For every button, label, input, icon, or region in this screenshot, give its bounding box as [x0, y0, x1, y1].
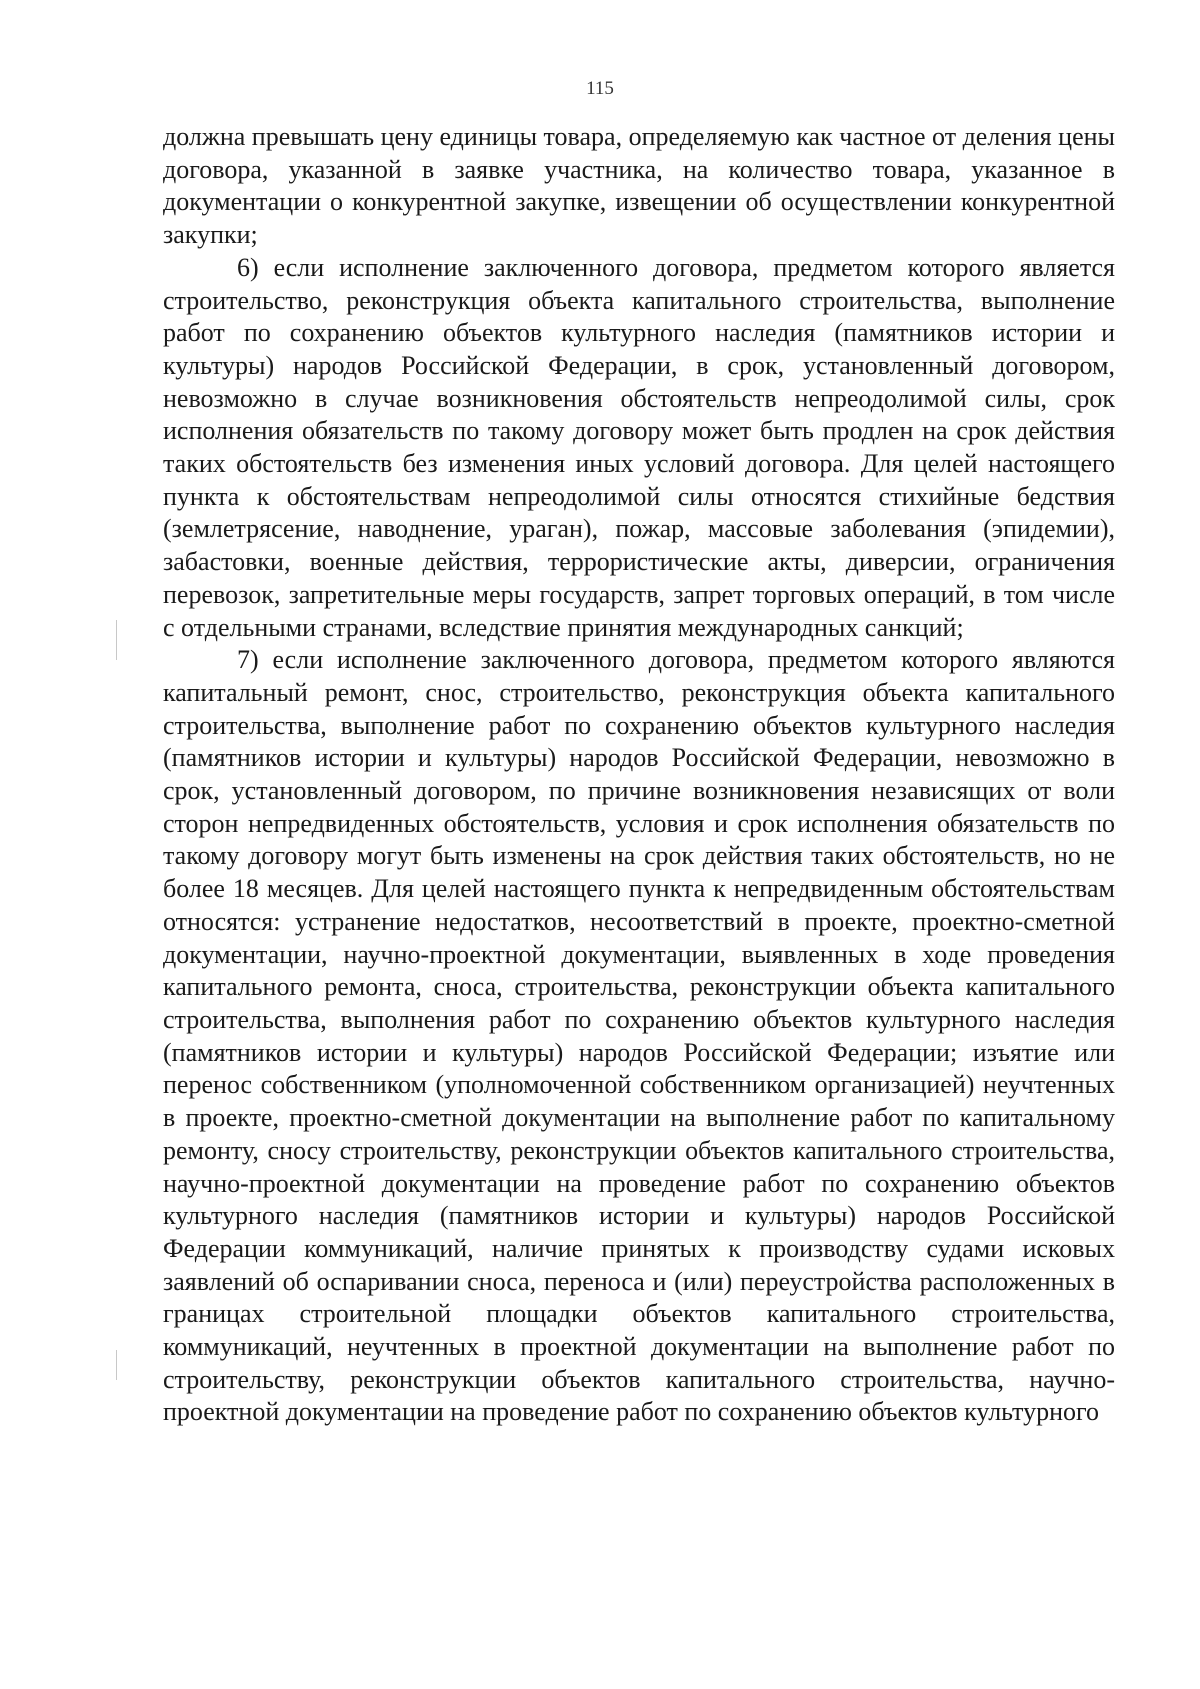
paragraph-item-6: 6) если исполнение заключенного договора, предметом которого является строительство, реконструкция объекта капитального строительства, выполнение работ по сохранению объектов культурного наследия (памятников истории и культуры) народов Российской Федерации, в срок, установленный договором, невозможно в случае возникновения обстоятельств непреодолимой силы, срок исполнения обязательств по такому договору может быть продлен на срок действия таких обстоятельств без изменения иных условий договора. Для целей настоящего пункта к обстоятельствам непреодолимой силы относятся стихийные бедствия (землетрясение, наводнение, ураган), пожар, массовые заболевания (эпидемии), забастовки, военные действия, террористические акты, диверсии, ограничения перевозок, запретительные меры государств, запрет торговых операций, в том числе с отдельными странами, вследствие принятия международных санкций; — [163, 252, 1115, 642]
paragraph-continuation: должна превышать цену единицы товара, определяемую как частное от деления цены договора, указанной в заявке участника, на количество товара, указанное в документации о конкурентной закупке, извещении об осуществлении конкурентной закупки; — [163, 122, 1115, 250]
scan-margin-mark — [116, 1350, 117, 1380]
document-body — [163, 121, 1115, 1429]
page-number: 115 — [586, 78, 614, 99]
scan-margin-mark — [116, 620, 117, 660]
paragraph-item-7: 7) если исполнение заключенного договора, предметом которого являются капитальный ремонт, снос, строительство, реконструкция объекта капитального строительства, выполнение работ по сохранению объектов культурного наследия (памятников истории и культуры) народов Российской Федерации, невозможно в срок, установленный договором, по причине возникновения независящих от воли сторон непредвиденных обстоятельств, условия и срок исполнения обязательств по такому договору могут быть изменены на срок действия таких обстоятельств, но не более 18 месяцев. Для целей настоящего пункта к непредвиденным обстоятельствам относятся: устранение недостатков, несоответствий в проекте, проектно-сметной документации, научно-проектной документации, выявленных в ходе проведения капитального ремонта, сноса, строительства, реконструкции объекта капитального строительства, выполнения работ по сохранению объектов культурного наследия (памятников истории и культуры) народов Российской Федерации; изъятие или перенос собственником (уполномоченной собственником организацией) неучтенных в проекте, проектно-сметной документации на выполнение работ по капитальному ремонту, сносу строительству, реконструкции объектов капитального строительства, научно-проектной документации на проведение работ по сохранению объектов культурного наследия (памятников истории и культуры) народов Российской Федерации коммуникаций, наличие принятых к производству судами исковых заявлений об оспаривании сноса, переноса и (или) переустройства расположенных в границах строительной площадки объектов капитального строительства, коммуникаций, неучтенных в проектной документации на выполнение работ по строительству, реконструкции объектов капитального строительства, научно-проектной документации на проведение работ по сохранению объектов культурного — [163, 645, 1115, 1427]
